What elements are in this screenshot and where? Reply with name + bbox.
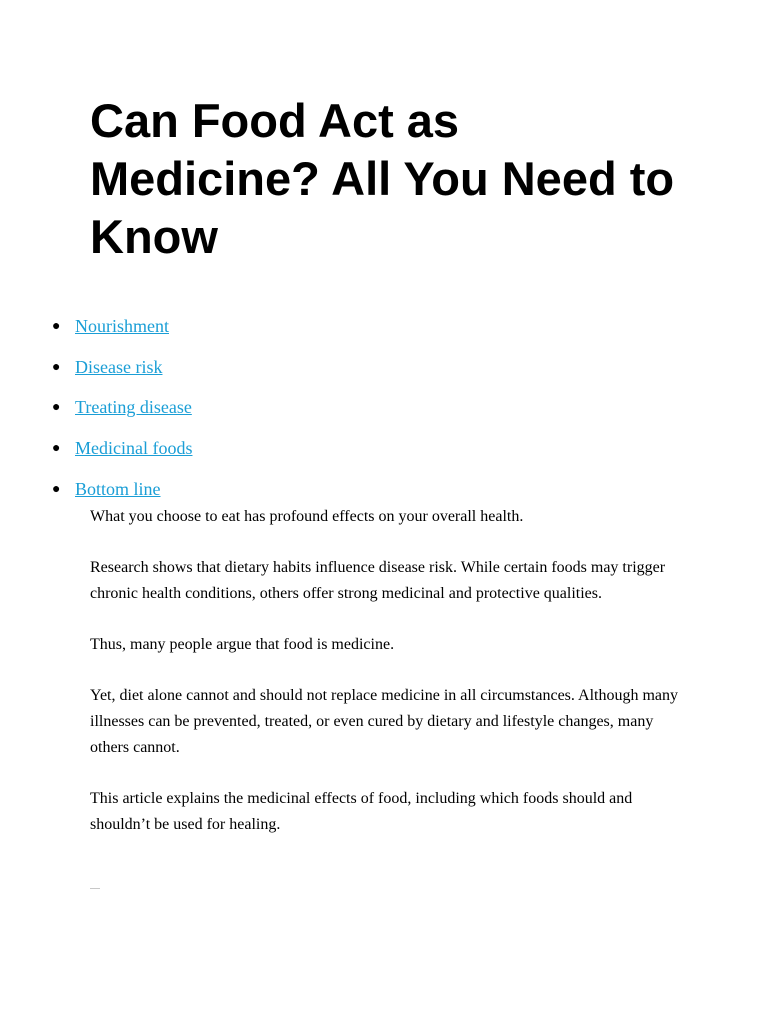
- toc-link-medicinal-foods[interactable]: Medicinal foods: [75, 438, 193, 459]
- toc-link-disease-risk[interactable]: Disease risk: [75, 356, 163, 377]
- bullet-icon: ●: [52, 359, 61, 375]
- bullet-icon: ●: [52, 400, 61, 416]
- bullet-icon: ●: [52, 441, 61, 457]
- toc-link-treating-disease[interactable]: Treating disease: [75, 397, 192, 418]
- paragraph: Research shows that dietary habits influence disease risk. While certain foods may trigger chronic health conditions, others offer strong medicinal and protective qualities.: [90, 559, 666, 602]
- toc-link-bottom-line[interactable]: Bottom line: [75, 478, 161, 499]
- paragraph: This article explains the medicinal effects of food, including which foods should and shouldn’t be used for healing.: [90, 790, 633, 833]
- paragraph: What you choose to eat has profound effects on your overall health.: [90, 508, 524, 525]
- paragraph: Yet, diet alone cannot and should not replace medicine in all circumstances. Although many illnesses can be prevented, treated, or even cured by dietary and lifestyle changes, many others cannot.: [90, 687, 678, 756]
- bullet-icon: ●: [52, 319, 61, 334]
- toc-link-nourishment[interactable]: Nourishment: [75, 316, 169, 336]
- page-title: Can Food Act as Medicine? All You Need to Know: [90, 94, 675, 263]
- paragraph: Thus, many people argue that food is medicine.: [90, 636, 395, 653]
- trailing-mark: [90, 888, 100, 889]
- bullet-icon: ●: [52, 481, 61, 497]
- article-body: [90, 504, 690, 863]
